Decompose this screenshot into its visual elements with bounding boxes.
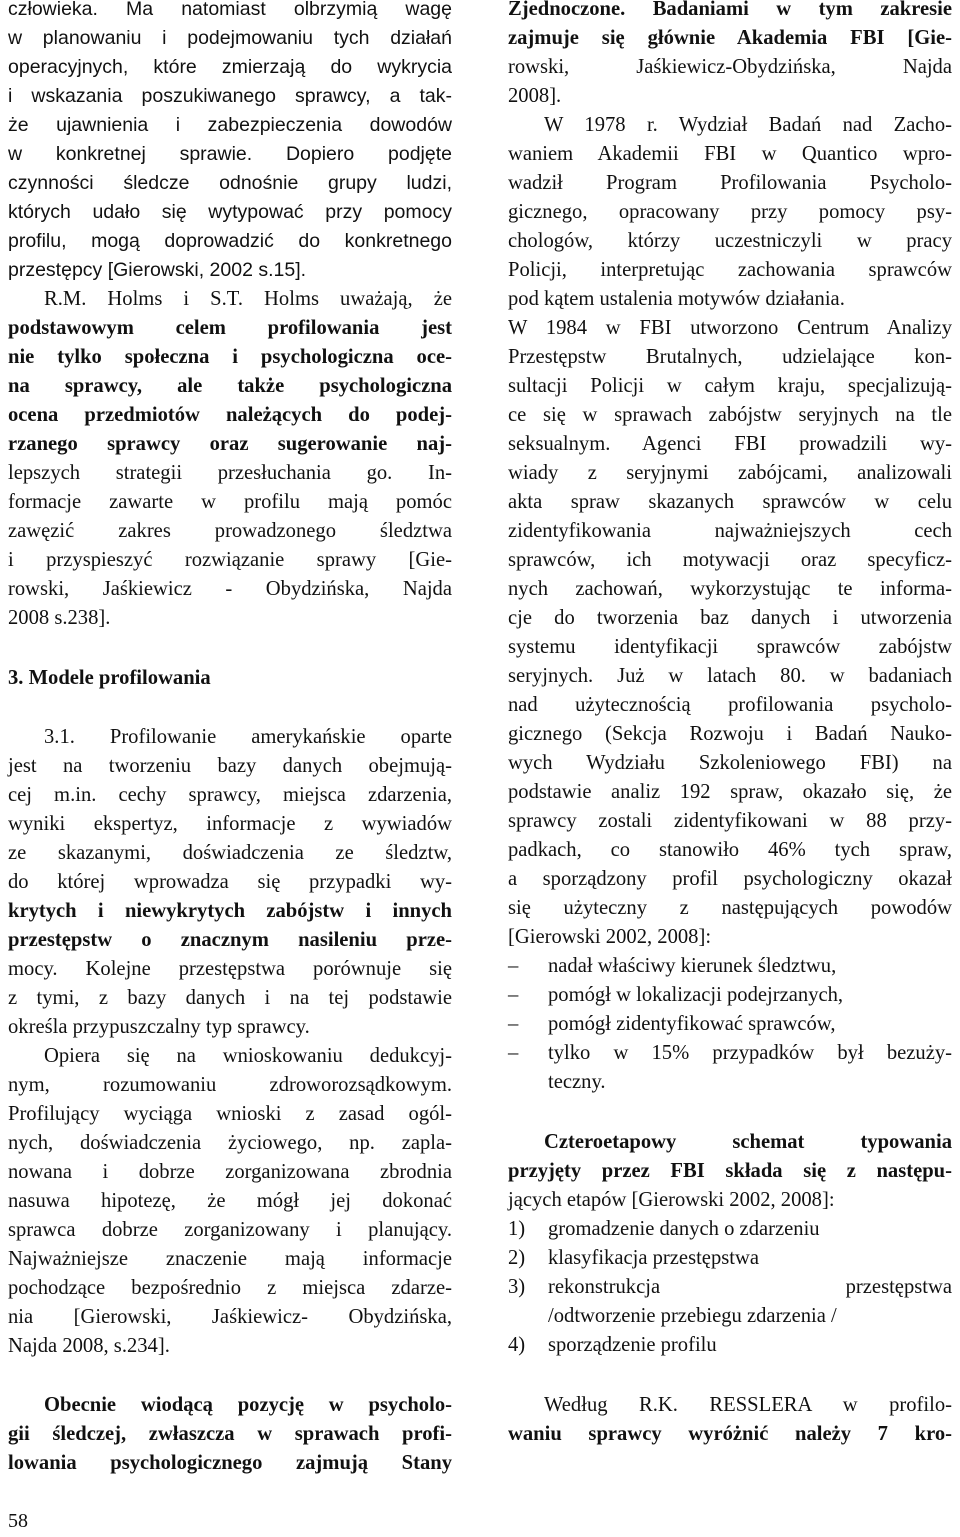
text-line: rowski, Jaśkiewicz - Obydzińska, Najda xyxy=(8,578,452,600)
list-item-text: tylko w 15% przypadków był bezuży- xyxy=(548,1042,952,1064)
text-line: się użyteczny z następujących powodów xyxy=(508,897,952,919)
step-item xyxy=(508,1214,952,1244)
text-line: seksualnym. Agenci FBI prowadzili wy- xyxy=(508,433,952,455)
text-line: na sprawcy, ale także psychologiczna xyxy=(8,375,452,397)
step-text: sporządzenie profilu xyxy=(548,1334,717,1356)
text-line: [Gierowski 2002, 2008]: xyxy=(508,926,712,948)
text-line: których udało się wytypować przy pomocy xyxy=(8,201,452,223)
text-line: W 1978 r. Wydział Badań nad Zacho- xyxy=(544,114,952,136)
text-line: krytych i niewykrytych zabójstw i innych xyxy=(8,900,452,922)
text-line: W 1984 w FBI utworzono Centrum Analizy xyxy=(508,317,952,339)
text-line: do której wprowadza się przypadki wy- xyxy=(8,871,452,893)
list-item xyxy=(508,980,952,1010)
dash-marker: – xyxy=(508,1013,519,1035)
text-line: pochodzące bezpośrednio z miejsca zdarze- xyxy=(8,1277,452,1299)
page-number: 58 xyxy=(8,1510,28,1532)
step-text: /odtworzenie przebiegu zdarzenia / xyxy=(548,1305,837,1327)
text-line: nad użytecznością profilowania psycholo- xyxy=(508,694,952,716)
step-item xyxy=(508,1243,952,1273)
text-line: Według R.K. RESSLERA w profilo- xyxy=(544,1394,952,1416)
list-item xyxy=(508,1038,952,1068)
text-line: Zjednoczone. Badaniami w tym zakresie xyxy=(508,0,952,20)
step-text: rekonstrukcja przestępstwa xyxy=(548,1276,952,1298)
text-line: nym, rozumowaniu zdroworozsądkowym. xyxy=(8,1074,452,1096)
text-line: w planowaniu i podejmowaniu tych działań xyxy=(8,27,452,49)
list-item xyxy=(508,1009,952,1039)
text-line: Policji, interpretując zachowania sprawców xyxy=(508,259,952,281)
text-line: przestępstw o znacznym nasileniu prze- xyxy=(8,929,452,951)
text-line: Obecnie wiodącą pozycję w psycholo- xyxy=(44,1394,452,1416)
text-line: podstawowym celem profilowania jest xyxy=(8,317,452,339)
step-marker: 2) xyxy=(508,1247,526,1269)
text-line: zidentyfikowania najważniejszych cech xyxy=(508,520,952,542)
text-line: systemu identyfikacji sprawców zabójstw xyxy=(508,636,952,658)
text-line: mocy. Kolejne przestępstwa porównuje się xyxy=(8,958,452,980)
text-line: wych Wydziału Szkoleniowego FBI) na xyxy=(508,752,952,774)
text-line: sprawców, ich motywacji oraz specyficz- xyxy=(508,549,952,571)
text-line: operacyjnych, które zmierzają do wykrycia xyxy=(8,56,452,78)
text-line: waniem Akademii FBI w Quantico wpro- xyxy=(508,143,952,165)
footer-divider xyxy=(8,1500,950,1501)
step-text: klasyfikacja przestępstwa xyxy=(548,1247,759,1269)
text-line: rzanego sprawcy oraz sugerowanie naj- xyxy=(8,433,452,455)
text-line: Czteroetapowy schemat typowania xyxy=(544,1131,952,1153)
step-marker: 1) xyxy=(508,1218,526,1240)
text-line: przyjęty przez FBI składa się z następu- xyxy=(508,1160,952,1182)
dash-marker: – xyxy=(508,984,519,1006)
text-line: formacje zawarte w profilu mają pomóc xyxy=(8,491,452,513)
text-line: z tymi, z bazy danych i na tej podstawie xyxy=(8,987,452,1009)
text-line: ze skazanymi, doświadczenia ze śledztw, xyxy=(8,842,452,864)
step-marker: 3) xyxy=(508,1276,526,1298)
step-item xyxy=(508,1272,952,1302)
text-line: wadził Program Profilowania Psycholo- xyxy=(508,172,952,194)
text-line: cje do tworzenia baz danych i utworzenia xyxy=(508,607,952,629)
subsection-heading: 3.1. Profilowanie amerykańskie oparte xyxy=(44,726,452,748)
text-line: cej m.in. cechy sprawcy, miejsca zdarzenia, xyxy=(8,784,452,806)
step-item xyxy=(508,1301,952,1331)
text-line: lowania psychologicznego zajmują Stany xyxy=(8,1452,452,1474)
text-line: Opiera się na wnioskowaniu dedukcyj- xyxy=(44,1045,452,1067)
text-line: padkach, co stanowiło 46% tych spraw, xyxy=(508,839,952,861)
text-line: w konkretnej sprawie. Dopiero podjęte xyxy=(8,143,452,165)
text-line: podstawie analiz 192 spraw, okazało się, że xyxy=(508,781,952,803)
text-line: 2008]. xyxy=(508,85,562,107)
text-line: Przestępstw Brutalnych, udzielające kon- xyxy=(508,346,952,368)
text-line: akta spraw skazanych sprawców w celu xyxy=(508,491,952,513)
text-line: Najda 2008, s.234]. xyxy=(8,1335,170,1357)
text-line: nasuwa hipotezę, że mógł jej dokonać xyxy=(8,1190,452,1212)
text-line: nowana i dobrze zorganizowana zbrodnia xyxy=(8,1161,452,1183)
text-line: gii śledczej, zwłaszcza w sprawach profi- xyxy=(8,1423,452,1445)
text-line: waniu sprawcy wyróżnić należy 7 kro- xyxy=(508,1423,952,1445)
text-line: chologów, którzy uczestniczyli w pracy xyxy=(508,230,952,252)
step-text: gromadzenie danych o zdarzeniu xyxy=(548,1218,820,1240)
text-line: gicznego (Sekcja Rozwoju i Badań Nauko- xyxy=(508,723,952,745)
step-marker: 4) xyxy=(508,1334,526,1356)
text-line: sultacji Policji w całym kraju, specjalizują- xyxy=(508,375,952,397)
list-item-text: nadał właściwy kierunek śledztwu, xyxy=(548,955,837,977)
text-line: jest na tworzeniu bazy danych obejmują- xyxy=(8,755,452,777)
text-line: nych zachowań, wykorzystując te informa- xyxy=(508,578,952,600)
text-line: pod kątem ustalenia motywów działania. xyxy=(508,288,845,310)
text-line: wiady z seryjnymi zabójcami, analizowali xyxy=(508,462,952,484)
text-line: nych, doświadczenia życiowego, np. zapla- xyxy=(8,1132,452,1154)
text-line: nia [Gierowski, Jaśkiewicz- Obydzińska, xyxy=(8,1306,452,1328)
list-item-text: pomógł w lokalizacji podejrzanych, xyxy=(548,984,844,1006)
text-line: przestępcy [Gierowski, 2002 s.15]. xyxy=(8,259,307,281)
dash-marker: – xyxy=(508,1042,519,1064)
text-line: ce się w sprawach zabójstw seryjnych na tle xyxy=(508,404,952,426)
text-line: Najważniejsze znaczenie mają informacje xyxy=(8,1248,452,1270)
list-item-text: pomógł zidentyfikować sprawców, xyxy=(548,1013,836,1035)
list-item-continuation: teczny. xyxy=(548,1071,606,1093)
section-heading: 3. Modele profilowania xyxy=(8,667,211,689)
text-line: a sporządzony profil psychologiczny okazał xyxy=(508,868,952,890)
text-line: profilu, mogą doprowadzić do konkretnego xyxy=(8,230,452,252)
text-line: zawęzić zakres prowadzonego śledztwa xyxy=(8,520,452,542)
text-line: zajmuje się głównie Akademia FBI [Gie- xyxy=(508,27,952,49)
text-line: gicznego, opracowany przy pomocy psy- xyxy=(508,201,952,223)
text-line: nie tylko społeczna i psychologiczna oce- xyxy=(8,346,452,368)
text-line: lepszych strategii przesłuchania go. In- xyxy=(8,462,452,484)
text-line: czynności śledcze odnośnie grupy ludzi, xyxy=(8,172,452,194)
text-line: sprawca dobrze zorganizowany i planujący. xyxy=(8,1219,452,1241)
text-line: że ujawnienia i zabezpieczenia dowodów xyxy=(8,114,452,136)
text-line: jących etapów [Gierowski 2002, 2008]: xyxy=(508,1189,835,1211)
text-line: człowieka. Ma natomiast olbrzymią wagę xyxy=(8,0,452,20)
text-line: R.M. Holms i S.T. Holms uważają, że xyxy=(44,288,452,310)
text-line: 2008 s.238]. xyxy=(8,607,111,629)
text-line: rowski, Jaśkiewicz-Obydzińska, Najda xyxy=(508,56,952,78)
text-line: seryjnych. Już w latach 80. w badaniach xyxy=(508,665,952,687)
dash-marker: – xyxy=(508,955,519,977)
text-line: wyniki ekspertyz, informacje z wywiadów xyxy=(8,813,452,835)
step-item xyxy=(508,1330,952,1360)
text-line: określa przypuszczalny typ sprawcy. xyxy=(8,1016,310,1038)
text-line: sprawcy zostali zidentyfikowani w 88 przy- xyxy=(508,810,952,832)
text-line: ocena przedmiotów należących do podej- xyxy=(8,404,452,426)
text-line: Profilujący wyciąga wnioski z zasad ogól- xyxy=(8,1103,452,1125)
text-line: i przyspieszyć rozwiązanie sprawy [Gie- xyxy=(8,549,452,571)
text-line: i wskazania poszukiwanego sprawcy, a tak- xyxy=(8,85,452,107)
list-item xyxy=(508,951,952,981)
